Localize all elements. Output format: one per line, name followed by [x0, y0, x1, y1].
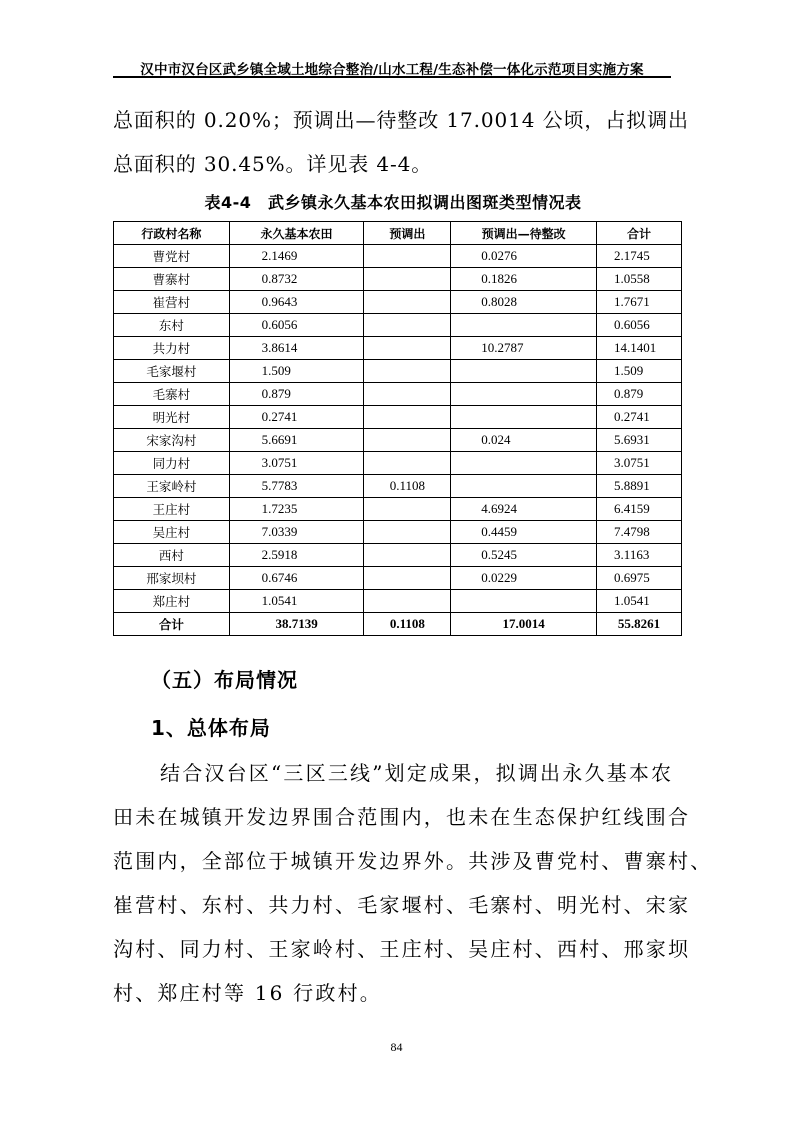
table-row — [114, 268, 682, 291]
total-cell: 1.0558 — [597, 268, 682, 291]
pre-removal-rectify-cell — [451, 406, 597, 429]
subsection-heading-1: 1、总体布局 — [151, 716, 271, 740]
pre-removal-cell — [364, 406, 451, 429]
total-cell: 1.0541 — [597, 590, 682, 613]
pre-removal-rectify-cell: 10.2787 — [451, 337, 597, 360]
pre-removal-rectify-cell: 4.6924 — [451, 498, 597, 521]
basic-farmland-cell: 2.5918 — [229, 544, 364, 567]
total-cell: 5.8891 — [597, 475, 682, 498]
table-row — [114, 498, 682, 521]
table-row — [114, 567, 682, 590]
basic-farmland-cell: 1.509 — [229, 360, 364, 383]
village-name-cell: 吴庄村 — [114, 521, 230, 544]
pre-removal-rectify-cell — [451, 360, 597, 383]
column-header-total: 合计 — [597, 222, 682, 245]
total-cell: 0.6056 — [597, 314, 682, 337]
village-name-cell: 崔营村 — [114, 291, 230, 314]
pre-removal-rectify-cell — [451, 452, 597, 475]
table-row — [114, 291, 682, 314]
total-basic-farmland-cell: 38.7139 — [229, 613, 364, 636]
basic-farmland-cell: 0.9643 — [229, 291, 364, 314]
total-cell: 0.2741 — [597, 406, 682, 429]
pre-removal-cell — [364, 337, 451, 360]
table-header-row — [114, 222, 682, 245]
village-name-cell: 明光村 — [114, 406, 230, 429]
page-number: 84 — [390, 1040, 403, 1054]
pre-removal-cell — [364, 268, 451, 291]
table-row — [114, 452, 682, 475]
total-cell: 14.1401 — [597, 337, 682, 360]
village-name-cell: 曹寨村 — [114, 268, 230, 291]
total-village-name-cell: 合计 — [114, 613, 230, 636]
total-cell: 1.7671 — [597, 291, 682, 314]
column-header-pre-removal: 预调出 — [364, 222, 451, 245]
total-total-cell: 55.8261 — [597, 613, 682, 636]
pre-removal-cell — [364, 360, 451, 383]
basic-farmland-cell: 1.0541 — [229, 590, 364, 613]
table-row — [114, 337, 682, 360]
pre-removal-cell — [364, 314, 451, 337]
village-name-cell: 毛家堰村 — [114, 360, 230, 383]
pre-removal-cell — [364, 383, 451, 406]
body-line-3: 范围内，全部位于城镇开发边界外。共涉及曹党村、曹寨村、 — [113, 849, 713, 873]
column-header-pre-removal-rectify: 预调出—待整改 — [451, 222, 597, 245]
village-name-cell: 共力村 — [114, 337, 230, 360]
pre-removal-rectify-cell: 0.4459 — [451, 521, 597, 544]
pre-removal-rectify-cell: 0.5245 — [451, 544, 597, 567]
document-header: 汉中市汉台区武乡镇全域土地综合整治/山水工程/生态补偿一体化示范项目实施方案 — [140, 62, 644, 78]
basic-farmland-cell: 7.0339 — [229, 521, 364, 544]
pre-removal-cell — [364, 521, 451, 544]
basic-farmland-cell: 1.7235 — [229, 498, 364, 521]
village-name-cell: 西村 — [114, 544, 230, 567]
basic-farmland-cell: 5.7783 — [229, 475, 364, 498]
basic-farmland-cell: 0.2741 — [229, 406, 364, 429]
total-cell: 6.4159 — [597, 498, 682, 521]
basic-farmland-cell: 5.6691 — [229, 429, 364, 452]
pre-removal-cell — [364, 245, 451, 268]
pre-removal-rectify-cell — [451, 383, 597, 406]
pre-removal-rectify-cell: 0.024 — [451, 429, 597, 452]
intro-line-1: 总面积的 0.20%；预调出—待整改 17.0014 公顷，占拟调出 — [113, 108, 689, 132]
total-cell: 1.509 — [597, 360, 682, 383]
total-cell: 2.1745 — [597, 245, 682, 268]
pre-removal-rectify-cell: 0.1826 — [451, 268, 597, 291]
pre-removal-cell — [364, 567, 451, 590]
table-caption: 表4-4 武乡镇永久基本农田拟调出图斑类型情况表 — [204, 193, 582, 212]
table-total-row — [114, 613, 682, 636]
table-row — [114, 360, 682, 383]
table-row — [114, 245, 682, 268]
body-line-4: 崔营村、东村、共力村、毛家堰村、毛寨村、明光村、宋家 — [113, 893, 691, 917]
total-cell: 3.0751 — [597, 452, 682, 475]
village-name-cell: 同力村 — [114, 452, 230, 475]
header-rule — [113, 76, 671, 78]
total-pre-removal-rectify-cell: 17.0014 — [451, 613, 597, 636]
village-name-cell: 王家岭村 — [114, 475, 230, 498]
village-name-cell: 宋家沟村 — [114, 429, 230, 452]
village-name-cell: 王庄村 — [114, 498, 230, 521]
table-row — [114, 521, 682, 544]
pre-removal-rectify-cell — [451, 590, 597, 613]
village-name-cell: 毛寨村 — [114, 383, 230, 406]
table-row — [114, 590, 682, 613]
pre-removal-cell — [364, 452, 451, 475]
intro-line-2: 总面积的 30.45%。详见表 4-4。 — [113, 152, 433, 176]
column-header-village: 行政村名称 — [114, 222, 230, 245]
basic-farmland-cell: 2.1469 — [229, 245, 364, 268]
village-name-cell: 邢家坝村 — [114, 567, 230, 590]
total-cell: 3.1163 — [597, 544, 682, 567]
pre-removal-cell — [364, 590, 451, 613]
total-cell: 7.4798 — [597, 521, 682, 544]
basic-farmland-cell: 0.8732 — [229, 268, 364, 291]
body-line-6: 村、郑庄村等 16 行政村。 — [113, 981, 382, 1005]
basic-farmland-cell: 0.6056 — [229, 314, 364, 337]
pre-removal-cell — [364, 498, 451, 521]
pre-removal-cell — [364, 429, 451, 452]
table-row — [114, 429, 682, 452]
pre-removal-rectify-cell — [451, 314, 597, 337]
basic-farmland-cell: 0.6746 — [229, 567, 364, 590]
total-cell: 0.879 — [597, 383, 682, 406]
body-line-2: 田未在城镇开发边界围合范围内，也未在生态保护红线围合 — [113, 805, 691, 829]
village-name-cell: 东村 — [114, 314, 230, 337]
table-row — [114, 544, 682, 567]
basic-farmland-cell: 0.879 — [229, 383, 364, 406]
body-line-1: 结合汉台区“三区三线”划定成果，拟调出永久基本农 — [160, 761, 674, 785]
total-cell: 5.6931 — [597, 429, 682, 452]
total-pre-removal-cell: 0.1108 — [364, 613, 451, 636]
pre-removal-rectify-cell: 0.0229 — [451, 567, 597, 590]
total-cell: 0.6975 — [597, 567, 682, 590]
pre-removal-cell — [364, 291, 451, 314]
basic-farmland-cell: 3.0751 — [229, 452, 364, 475]
section-heading-5: （五）布局情况 — [151, 668, 298, 692]
pre-removal-rectify-cell: 0.0276 — [451, 245, 597, 268]
body-line-5: 沟村、同力村、王家岭村、王庄村、吴庄村、西村、邢家坝 — [113, 937, 691, 961]
column-header-basic-farmland: 永久基本农田 — [229, 222, 364, 245]
pre-removal-cell — [364, 544, 451, 567]
pre-removal-rectify-cell: 0.8028 — [451, 291, 597, 314]
table-row — [114, 383, 682, 406]
village-name-cell: 曹党村 — [114, 245, 230, 268]
table-row — [114, 314, 682, 337]
table-row — [114, 406, 682, 429]
table-row — [114, 475, 682, 498]
data-table — [113, 221, 682, 636]
pre-removal-rectify-cell — [451, 475, 597, 498]
village-name-cell: 郑庄村 — [114, 590, 230, 613]
pre-removal-cell: 0.1108 — [364, 475, 451, 498]
basic-farmland-cell: 3.8614 — [229, 337, 364, 360]
